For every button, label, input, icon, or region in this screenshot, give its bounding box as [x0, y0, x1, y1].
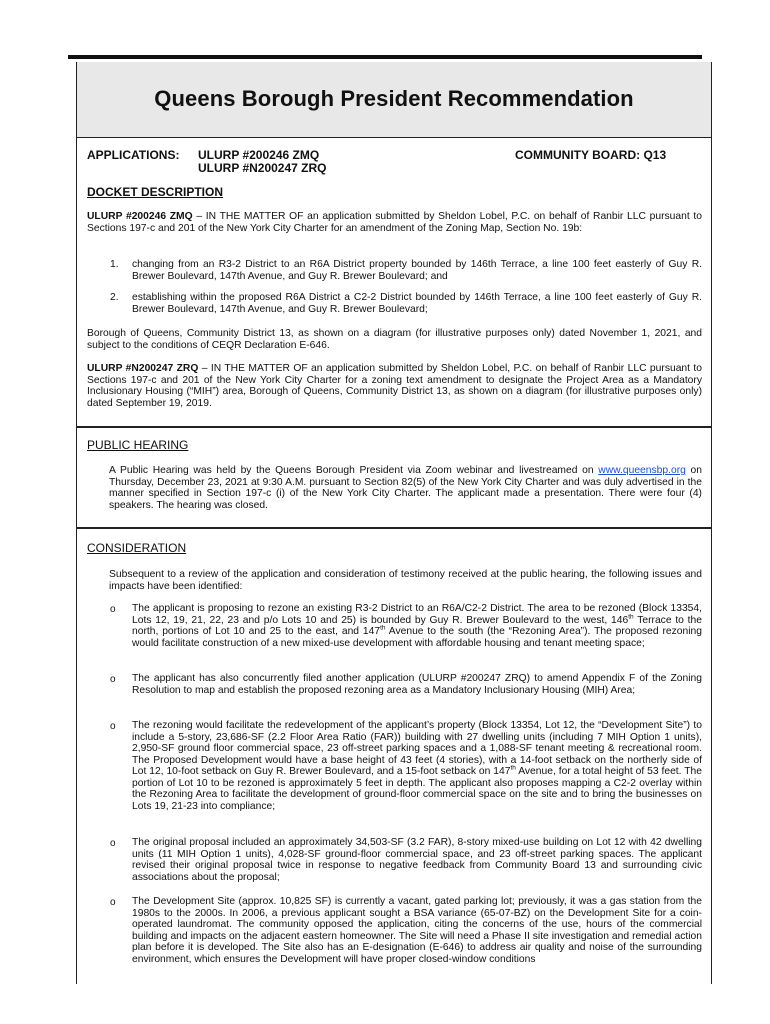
- docket-item-2: establishing within the proposed R6A District a C2-2 District bounded by 146th Terrace, a line 100 feet easterly of Guy R. Brewer Boulevard, 147th Avenue, and Guy R. Brewer Boulevard;: [132, 292, 702, 315]
- consideration-intro: Subsequent to a review of the application and consideration of testimony received at the public hearing, the following issues and impacts have been identified:: [109, 569, 702, 592]
- public-hearing-paragraph: [109, 465, 702, 511]
- docket-paragraph-zrq: [87, 363, 702, 409]
- consideration-item-development-site: [132, 720, 702, 812]
- community-board: COMMUNITY BOARD: Q13: [515, 148, 667, 162]
- item1-sup-2: th: [380, 624, 386, 632]
- item1-text-b: Terrace to the north, portions of Lot 10 and 25 to the east, and 147: [132, 614, 702, 637]
- consideration-heading: CONSIDERATION: [87, 541, 187, 555]
- docket-heading: DOCKET DESCRIPTION: [87, 185, 224, 199]
- hearing-text-start: A Public Hearing was held by the Queens Borough President via Zoom webinar and livestreamed on: [109, 465, 599, 476]
- bullet-marker: o: [110, 674, 116, 685]
- ulurp-zmq-number: ULURP #200246 ZMQ: [198, 148, 320, 162]
- docket-paragraph-zmq: [87, 211, 702, 234]
- docket-item-1-number: 1.: [110, 259, 119, 270]
- section-divider-2: [77, 527, 711, 529]
- queensbp-link[interactable]: www.queensbp.org: [598, 465, 686, 476]
- hearing-text-end: on Thursday, December 23, 2021 at 9:30 A.M. pursuant to Section 82(5) of the New York City Charter and was duly advertised in the manner specified in Section 197-c (i) of the New York City Charter. The applicant made a presentation. There were four (4) speakers. The hearing was closed.: [109, 465, 702, 511]
- item3-sup: th: [510, 764, 516, 772]
- item3-text-b: Avenue, for a total height of 53 feet. The portion of Lot 10 to be rezoned is approximately 5 feet in depth. The applicant also proposes mapping a C2-2 overlay within the Rezoning Area to facilitate the development of ground-floor commercial space on the site and to bring the businesses on Lots 19, 21-23 into compliance;: [132, 766, 702, 812]
- top-rule: [68, 55, 702, 59]
- bullet-marker: o: [110, 721, 116, 732]
- ulurp-zrq-number: ULURP #N200247 ZRQ: [198, 161, 327, 175]
- docket-zmq-lead: ULURP #200246 ZMQ: [87, 211, 193, 222]
- document-title: Queens Borough President Recommendation: [154, 86, 634, 111]
- consideration-item-mih: The applicant has also concurrently filed another application (ULURP #200247 ZRQ) to amend Appendix F of the Zoning Resolution to map and establish the proposed rezoning area as a Mandatory Inclusionary Housing (MIH) Area;: [132, 673, 702, 696]
- docket-zrq-text: – IN THE MATTER OF an application submitted by Sheldon Lobel, P.C. on behalf of Ranbir LLC pursuant to Sections 197-c and 201 of the New York City Charter for a zoning text amendment to designate the Project Area as a Mandatory Inclusionary Housing (“MIH”) area, Borough of Queens, Community District 13, as shown on a diagram (for illustrative purposes only) dated September 19, 2019.: [87, 363, 702, 409]
- document-page: [76, 62, 712, 984]
- section-divider-1: [77, 426, 711, 428]
- consideration-item-original-proposal: The original proposal included an approximately 34,503-SF (3.2 FAR), 8-story mixed-use building on Lot 12 with 42 dwelling units (11 MIH Option 1 units), 4,028-SF ground-floor commercial space, and 23 off-street parking spaces. The applicant revised their original proposal twice in response to negative feedback from Community Board 13 and surrounding civic associations about the proposal;: [132, 837, 702, 883]
- docket-item-1: changing from an R3-2 District to an R6A District property bounded by 146th Terrace, a line 100 feet easterly of Guy R. Brewer Boulevard, 147th Avenue, and Guy R. Brewer Boulevard; and: [132, 259, 702, 282]
- title-banner: [77, 62, 711, 138]
- bullet-marker: o: [110, 838, 116, 849]
- bullet-marker: o: [110, 897, 116, 908]
- applications-label: APPLICATIONS:: [87, 148, 180, 162]
- consideration-item-site-history: The Development Site (approx. 10,825 SF) is currently a vacant, gated parking lot; previously, it was a gas station from the 1980s to the 2000s. In 2006, a previous applicant sought a BSA variance (65-07-BZ) on the Development Site for a coin-operated laundromat. The community opposed the application, citing the concerns of the use, hours of the commercial building and impacts on the adjacent eastern homeowner. The Site will need a Phase II site investigation and remedial action plan before it is developed. The Site also has an E-designation (E-646) to address air quality and noise of the surrounding environment, which ensures the Development will have proper closed-window conditions: [132, 896, 702, 965]
- docket-borough-paragraph: Borough of Queens, Community District 13, as shown on a diagram (for illustrative purposes only) dated November 1, 2021, and subject to the conditions of CEQR Declaration E-646.: [87, 328, 702, 351]
- public-hearing-heading: PUBLIC HEARING: [87, 438, 189, 452]
- item3-text-a: The rezoning would facilitate the redevelopment of the applicant’s property (Block 13354, Lot 12, the “Development Site”) to include a 5-story, 23,686-SF (2.2 Floor Area Ratio (FAR)) building with 27 dwelling units (including 7 MIH Option 1 units), 2,950-SF ground floor commercial space, 23 off-street parking spaces and a 1,088-SF tenant meeting & recreational room. The Proposed Development would have a base height of 43 feet (4 stories), with a 14-foot setback on the northerly side of Lot 12, 10-foot setback on Guy R. Brewer Boulevard, and a 15-foot setback on 147: [132, 720, 702, 777]
- item1-sup-1: th: [628, 613, 634, 621]
- docket-zrq-lead: ULURP #N200247 ZRQ: [87, 363, 199, 374]
- docket-zmq-text: – IN THE MATTER OF an application submitted by Sheldon Lobel, P.C. on behalf of Ranbir LLC pursuant to Sections 197-c and 201 of the New York City Charter for an amendment of the Zoning Map, Section No. 19b:: [87, 211, 703, 234]
- item1-text-c: Avenue to the south (the “Rezoning Area”). The proposed rezoning would facilitate construction of a new mixed-use development with affordable housing and tenant meeting space;: [132, 626, 702, 649]
- item1-text-a: The applicant is proposing to rezone an existing R3-2 District to an R6A/C2-2 District. The area to be rezoned (Block 13354, Lots 12, 19, 21, 22, 23 and p/o Lots 10 and 25) is bounded by Guy R. Brewer Boulevard to the west, 146: [132, 603, 702, 626]
- consideration-item-rezoning-area: [132, 603, 702, 649]
- bullet-marker: o: [110, 604, 116, 615]
- docket-item-2-number: 2.: [110, 292, 119, 303]
